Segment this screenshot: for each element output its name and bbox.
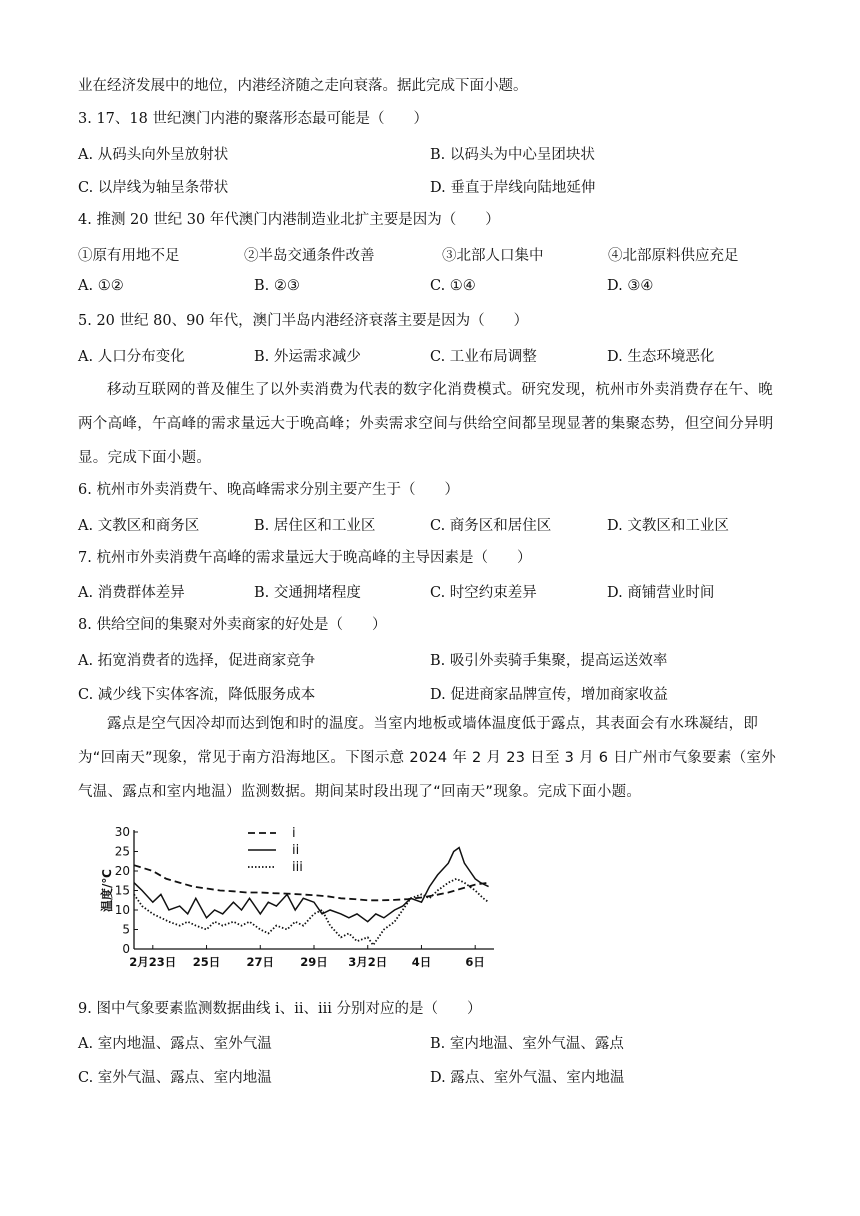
chart-legend — [248, 826, 303, 875]
q9-option-b[interactable]: B. 室内地温、室外气温、露点 — [430, 1036, 624, 1052]
x-tick-label: 27日 — [246, 955, 275, 969]
x-tick-label: 29日 — [300, 955, 328, 969]
weather-chart — [100, 818, 500, 978]
question-5-stem: 5. 20 世纪 80、90 年代，澳门半岛内港经济衰落主要是因为（ ） — [78, 313, 529, 329]
q3-option-d[interactable]: D. 垂直于岸线向陆地延伸 — [430, 180, 596, 196]
q7-option-b[interactable]: B. 交通拥堵程度 — [254, 585, 361, 601]
series-line-i — [134, 865, 489, 900]
question-8-stem: 8. 供给空间的集聚对外卖商家的好处是（ ） — [78, 617, 387, 633]
q7-option-c[interactable]: C. 时空约束差异 — [430, 585, 537, 601]
legend-label-i: i — [292, 826, 296, 841]
q9-option-c[interactable]: C. 室外气温、露点、室内地温 — [78, 1070, 272, 1086]
intro-tail: 业在经济发展中的地位，内港经济随之走向衰落。据此完成下面小题。 — [78, 78, 528, 94]
q3-option-b[interactable]: B. 以码头为中心呈团块状 — [430, 147, 595, 163]
question-7-stem: 7. 杭州市外卖消费午高峰的需求量远大于晚高峰的主导因素是（ ） — [78, 550, 532, 566]
question-4-stem: 4. 推测 20 世纪 30 年代澳门内港制造业北扩主要是因为（ ） — [78, 212, 500, 228]
q3-option-a[interactable]: A. 从码头向外呈放射状 — [78, 147, 229, 163]
y-tick-label: 0 — [122, 942, 130, 956]
y-tick-label: 10 — [114, 903, 130, 917]
x-tick-label: 25日 — [192, 955, 221, 969]
q5-option-b[interactable]: B. 外运需求减少 — [254, 349, 361, 365]
question-9-stem: 9. 图中气象要素监测数据曲线 i、ii、iii 分别对应的是（ ） — [78, 1001, 482, 1017]
legend-label-iii: iii — [292, 860, 303, 875]
q3-option-c[interactable]: C. 以岸线为轴呈条带状 — [78, 180, 229, 196]
x-tick-label: 2月23日 — [129, 955, 177, 969]
x-tick-label: 4日 — [411, 955, 432, 969]
question-3-stem: 3. 17、18 世纪澳门内港的聚落形态最可能是（ ） — [78, 111, 428, 127]
y-tick-label: 5 — [122, 922, 130, 937]
y-tick-label: 30 — [114, 825, 130, 839]
q6-option-c[interactable]: C. 商务区和居住区 — [430, 518, 552, 534]
q5-option-a[interactable]: A. 人口分布变化 — [78, 349, 185, 365]
y-tick-label: 15 — [114, 883, 130, 898]
q8-option-b[interactable]: B. 吸引外卖骑手集聚，提高运送效率 — [430, 653, 668, 669]
q8-option-a[interactable]: A. 拓宽消费者的选择，促进商家竞争 — [78, 653, 316, 669]
x-tick-label: 6日 — [465, 955, 485, 969]
q4-item-2: ②半岛交通条件改善 — [244, 248, 375, 264]
passage-dewpoint: 露点是空气因冷却而达到饱和时的温度。当室内地板或墙体温度低于露点，其表面会有水珠凝结，即为“回南天”现象，常见于南方沿海地区。下图示意 2024 年 2 月 23 日至 3 月 6 日广州市气象要素（室外气温、露点和室内地温）监测数据。期间某时段出现了“回南天”现象。完成下面小题。 — [78, 716, 777, 800]
q4-option-d[interactable]: D. ③④ — [607, 278, 654, 294]
passage-takeout: 移动互联网的普及催生了以外卖消费为代表的数字化消费模式。研究发现，杭州市外卖消费存在午、晚两个高峰，午高峰的需求量远大于晚高峰；外卖需求空间与供给空间都呈现显著的集聚态势，但空间分异明显。完成下面小题。 — [78, 382, 774, 466]
q7-option-d[interactable]: D. 商铺营业时间 — [607, 585, 715, 601]
q5-option-d[interactable]: D. 生态环境恶化 — [607, 349, 715, 365]
q5-option-c[interactable]: C. 工业布局调整 — [430, 349, 537, 365]
q6-option-b[interactable]: B. 居住区和工业区 — [254, 518, 376, 534]
q7-option-a[interactable]: A. 消费群体差异 — [78, 585, 185, 601]
chart-series — [134, 848, 489, 946]
q9-option-a[interactable]: A. 室内地温、露点、室外气温 — [78, 1036, 272, 1052]
y-tick-label: 25 — [114, 844, 130, 859]
series-line-iii — [134, 879, 489, 945]
q4-item-3: ③北部人口集中 — [442, 248, 544, 264]
q6-option-d[interactable]: D. 文教区和工业区 — [607, 518, 729, 534]
x-tick-label: 3月2日 — [348, 955, 388, 969]
q4-option-b[interactable]: B. ②③ — [254, 278, 300, 294]
q4-item-4: ④北部原料供应充足 — [608, 248, 739, 264]
question-6-stem: 6. 杭州市外卖消费午、晚高峰需求分别主要产生于（ ） — [78, 482, 459, 498]
q8-option-c[interactable]: C. 减少线下实体客流，降低服务成本 — [78, 687, 316, 703]
y-axis-label: 温度/℃ — [100, 869, 114, 912]
legend-label-ii: ii — [292, 843, 300, 858]
q4-option-c[interactable]: C. ①④ — [430, 278, 476, 294]
q6-option-a[interactable]: A. 文教区和商务区 — [78, 518, 200, 534]
q8-option-d[interactable]: D. 促进商家品牌宣传，增加商家收益 — [430, 687, 668, 703]
y-tick-label: 20 — [114, 864, 130, 878]
q4-option-a[interactable]: A. ①② — [78, 278, 124, 294]
q9-option-d[interactable]: D. 露点、室外气温、室内地温 — [430, 1070, 625, 1086]
q4-item-1: ①原有用地不足 — [78, 248, 180, 264]
